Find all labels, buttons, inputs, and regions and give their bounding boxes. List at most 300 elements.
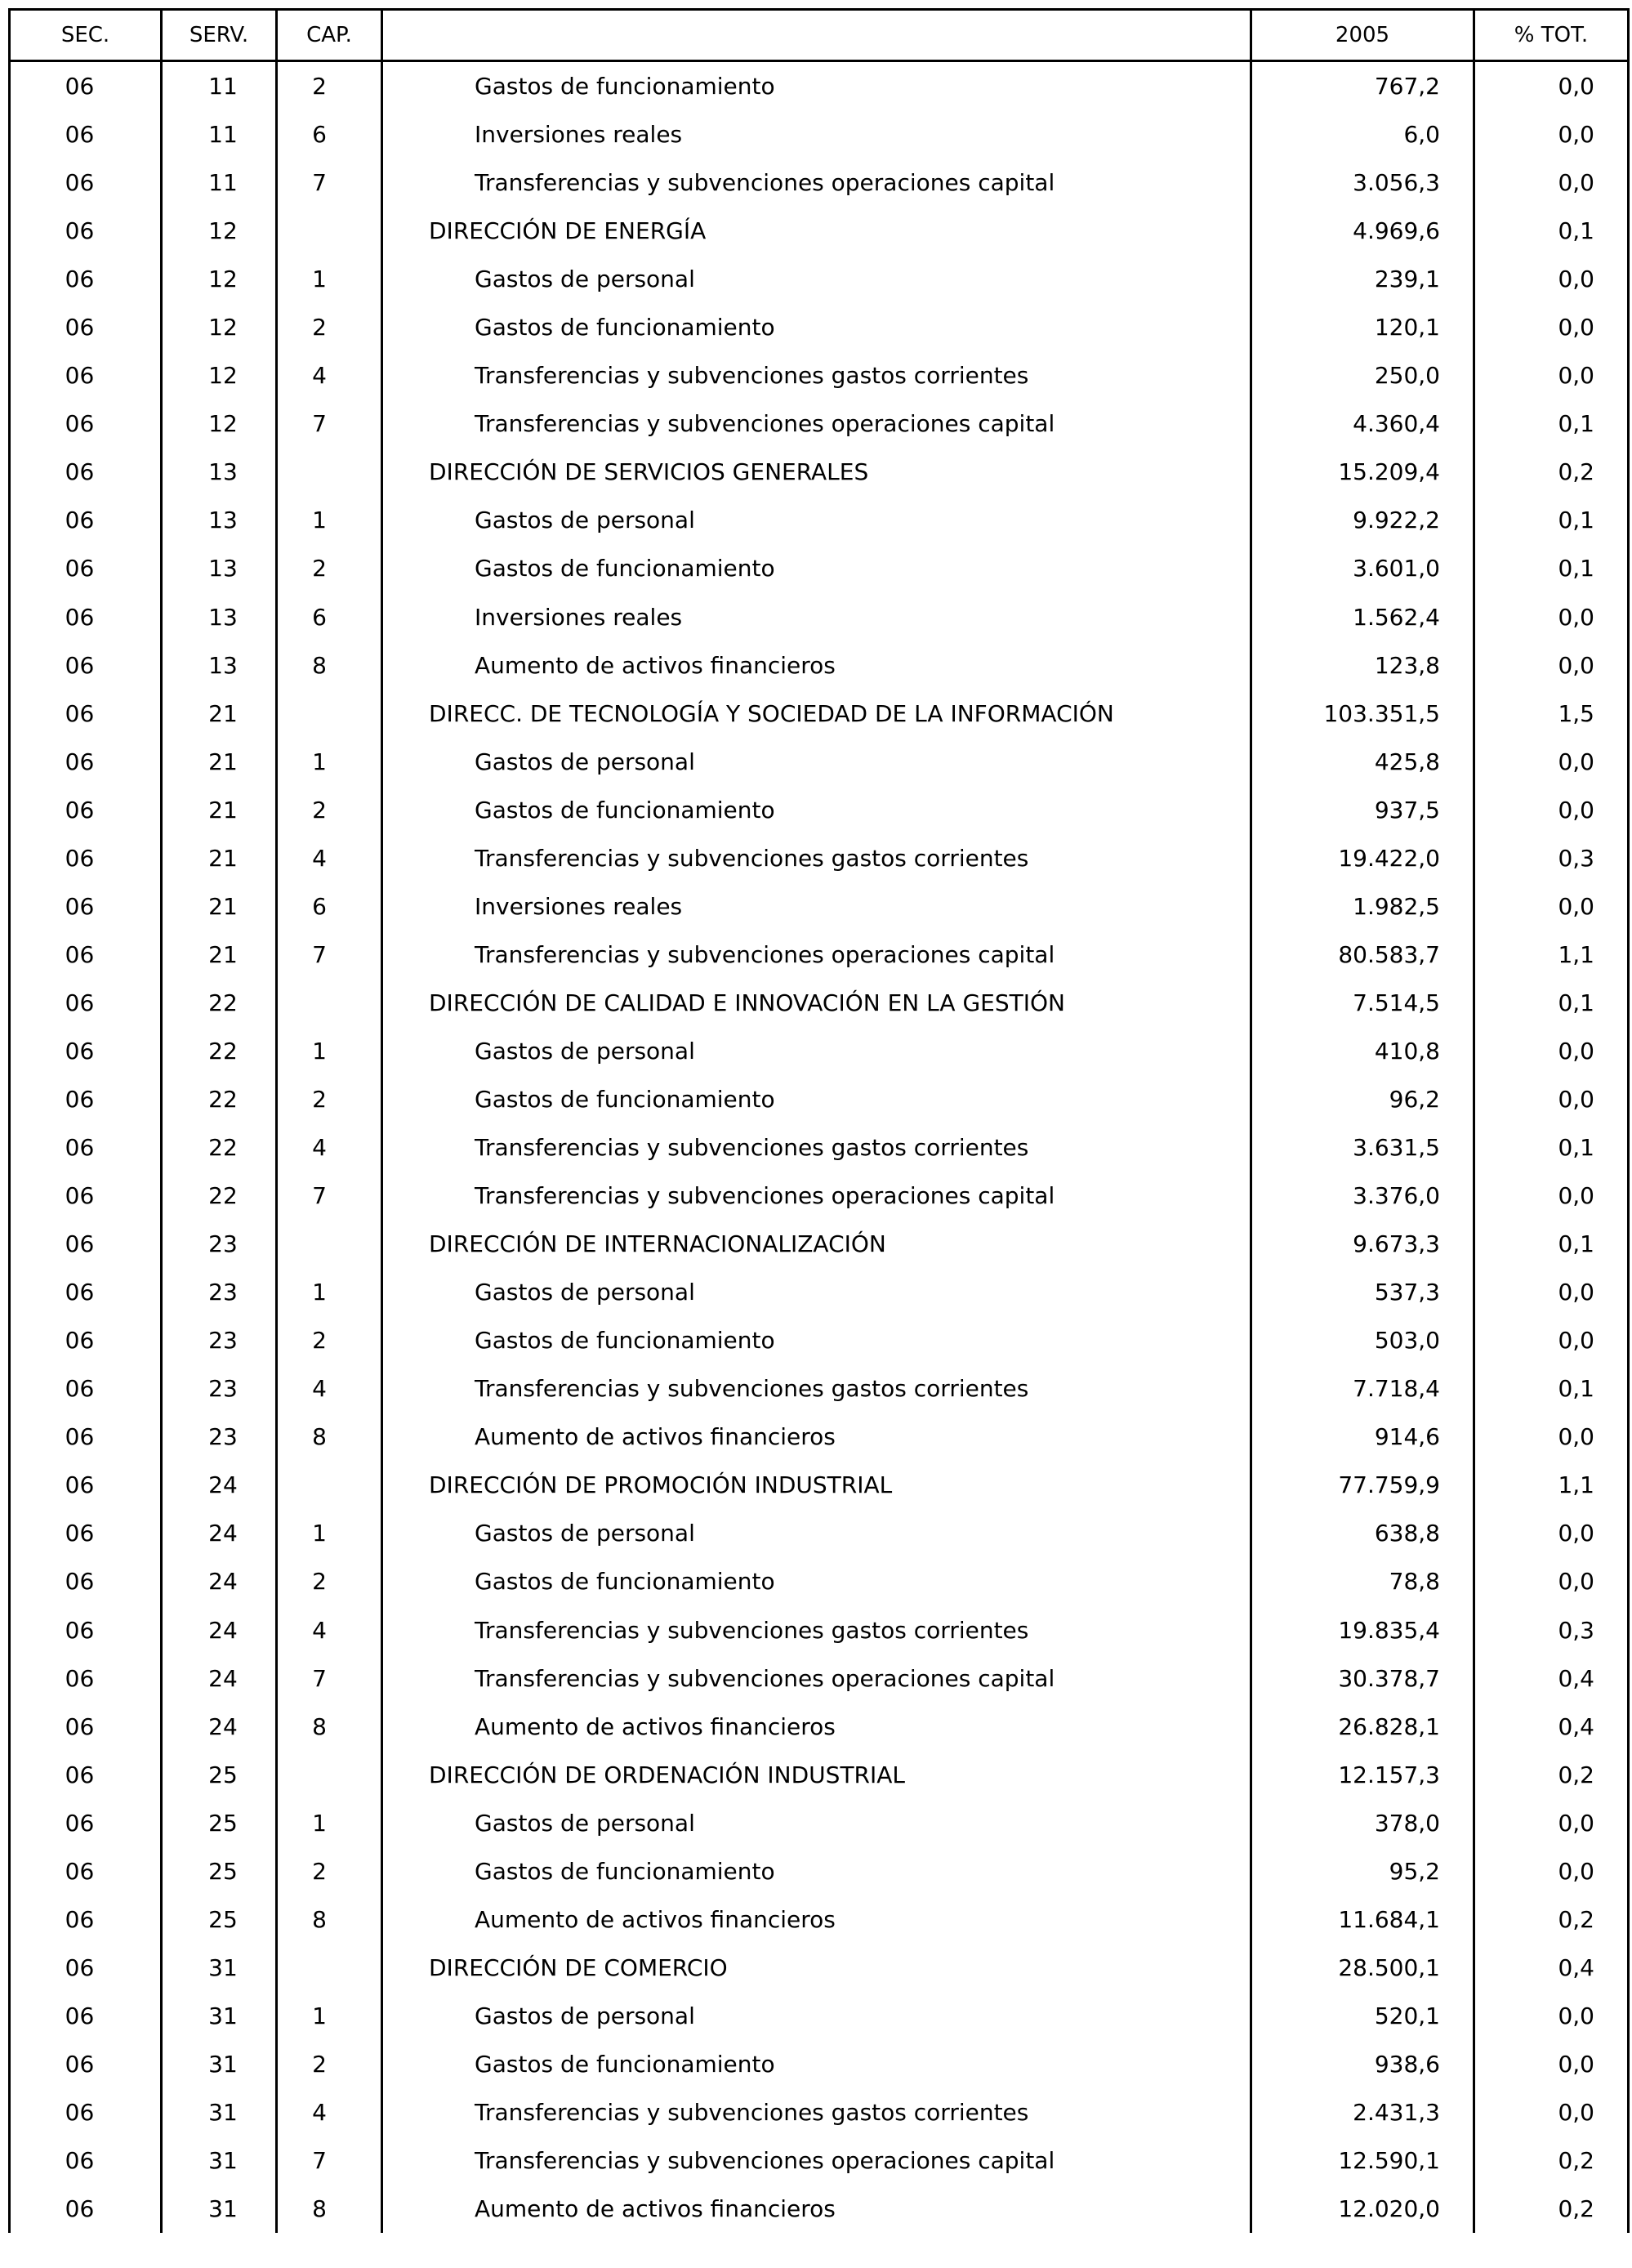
cell-sec: 06 (10, 1847, 162, 1895)
cell-serv: 21 (162, 690, 277, 738)
cell-sec: 06 (10, 351, 162, 400)
cell-serv: 21 (162, 786, 277, 834)
cell-serv: 25 (162, 1895, 277, 1944)
cell-pct-total: 0,0 (1474, 351, 1629, 400)
table-row-group-header (10, 1751, 1629, 1799)
cell-cap (277, 207, 382, 255)
cell-description: Gastos de personal (382, 1992, 1251, 2040)
cell-description: Transferencias y subvenciones gastos corrientes (382, 1123, 1251, 1172)
table-header (10, 10, 1629, 61)
cell-description: Gastos de funcionamiento (382, 303, 1251, 351)
cell-2005: 4.969,6 (1251, 207, 1474, 255)
cell-2005: 30.378,7 (1251, 1654, 1474, 1703)
cell-pct-total: 0,0 (1474, 786, 1629, 834)
cell-2005: 28.500,1 (1251, 1944, 1474, 1992)
table-row-group-header (10, 979, 1629, 1027)
cell-serv: 12 (162, 400, 277, 448)
cell-cap: 1 (277, 1268, 382, 1316)
table-row-group-header (10, 1220, 1629, 1268)
cell-description: DIRECCIÓN DE COMERCIO (382, 1944, 1251, 1992)
cell-cap: 1 (277, 738, 382, 786)
cell-serv: 22 (162, 1027, 277, 1075)
cell-sec: 06 (10, 834, 162, 882)
table-row (10, 303, 1629, 351)
cell-serv: 23 (162, 1220, 277, 1268)
cell-pct-total: 0,0 (1474, 1268, 1629, 1316)
cell-pct-total: 0,2 (1474, 2185, 1629, 2233)
cell-serv: 25 (162, 1847, 277, 1895)
cell-pct-total: 0,1 (1474, 400, 1629, 448)
budget-document-page (8, 8, 1627, 2268)
cell-cap: 4 (277, 1606, 382, 1654)
cell-2005: 7.718,4 (1251, 1364, 1474, 1413)
cell-sec: 06 (10, 882, 162, 931)
cell-serv: 24 (162, 1461, 277, 1509)
cell-description: DIRECCIÓN DE INTERNACIONALIZACIÓN (382, 1220, 1251, 1268)
cell-serv: 31 (162, 2088, 277, 2136)
cell-2005: 9.922,2 (1251, 496, 1474, 544)
table-row (10, 1123, 1629, 1172)
cell-pct-total: 0,0 (1474, 158, 1629, 207)
cell-cap: 4 (277, 1364, 382, 1413)
header-pct-total: % TOT. (1474, 10, 1629, 61)
cell-2005: 239,1 (1251, 255, 1474, 303)
table-row (10, 1606, 1629, 1654)
table-row (10, 1172, 1629, 1220)
cell-pct-total: 0,4 (1474, 1944, 1629, 1992)
cell-pct-total: 1,1 (1474, 931, 1629, 979)
cell-description: DIRECCIÓN DE SERVICIOS GENERALES (382, 448, 1251, 496)
cell-pct-total: 0,4 (1474, 1654, 1629, 1703)
cell-serv: 13 (162, 641, 277, 690)
cell-2005: 410,8 (1251, 1027, 1474, 1075)
cell-serv: 21 (162, 738, 277, 786)
cell-description: Transferencias y subvenciones operaciones capital (382, 158, 1251, 207)
header-sec: SEC. (10, 10, 162, 61)
cell-description: Transferencias y subvenciones operaciones capital (382, 2136, 1251, 2185)
table-row (10, 786, 1629, 834)
cell-sec: 06 (10, 1461, 162, 1509)
cell-2005: 96,2 (1251, 1075, 1474, 1123)
cell-description: Transferencias y subvenciones gastos corrientes (382, 2088, 1251, 2136)
cell-serv: 13 (162, 544, 277, 592)
cell-cap: 1 (277, 1027, 382, 1075)
table-row (10, 110, 1629, 158)
cell-sec: 06 (10, 255, 162, 303)
cell-sec: 06 (10, 1606, 162, 1654)
cell-sec: 06 (10, 738, 162, 786)
cell-cap: 1 (277, 255, 382, 303)
cell-serv: 31 (162, 2040, 277, 2088)
table-row (10, 496, 1629, 544)
cell-description: Transferencias y subvenciones gastos corrientes (382, 1606, 1251, 1654)
cell-pct-total: 0,1 (1474, 1220, 1629, 1268)
cell-description: Aumento de activos financieros (382, 1413, 1251, 1461)
cell-pct-total: 0,2 (1474, 1751, 1629, 1799)
cell-cap: 8 (277, 641, 382, 690)
cell-pct-total: 0,1 (1474, 544, 1629, 592)
cell-cap: 2 (277, 1075, 382, 1123)
cell-pct-total: 0,2 (1474, 448, 1629, 496)
cell-sec: 06 (10, 1220, 162, 1268)
cell-description: DIRECCIÓN DE ENERGÍA (382, 207, 1251, 255)
table-row-group-header (10, 690, 1629, 738)
cell-serv: 21 (162, 882, 277, 931)
cell-2005: 537,3 (1251, 1268, 1474, 1316)
cell-description: Gastos de funcionamiento (382, 1847, 1251, 1895)
cell-2005: 503,0 (1251, 1316, 1474, 1364)
header-serv: SERV. (162, 10, 277, 61)
table-row (10, 255, 1629, 303)
cell-description: Transferencias y subvenciones gastos corrientes (382, 351, 1251, 400)
cell-pct-total: 0,0 (1474, 2040, 1629, 2088)
cell-description: Transferencias y subvenciones operaciones capital (382, 931, 1251, 979)
cell-description: Gastos de funcionamiento (382, 1316, 1251, 1364)
table-row (10, 2136, 1629, 2185)
cell-2005: 2.431,3 (1251, 2088, 1474, 2136)
cell-pct-total: 0,0 (1474, 882, 1629, 931)
cell-pct-total: 0,0 (1474, 1992, 1629, 2040)
cell-2005: 520,1 (1251, 1992, 1474, 2040)
cell-pct-total: 0,0 (1474, 1316, 1629, 1364)
cell-sec: 06 (10, 400, 162, 448)
cell-sec: 06 (10, 593, 162, 641)
cell-2005: 938,6 (1251, 2040, 1474, 2088)
cell-serv: 21 (162, 834, 277, 882)
cell-2005: 914,6 (1251, 1413, 1474, 1461)
table-row (10, 1413, 1629, 1461)
cell-cap: 8 (277, 1413, 382, 1461)
cell-2005: 80.583,7 (1251, 931, 1474, 979)
cell-serv: 11 (162, 61, 277, 111)
cell-cap: 2 (277, 303, 382, 351)
cell-description: DIRECCIÓN DE ORDENACIÓN INDUSTRIAL (382, 1751, 1251, 1799)
cell-cap: 4 (277, 834, 382, 882)
cell-2005: 4.360,4 (1251, 400, 1474, 448)
cell-serv: 23 (162, 1316, 277, 1364)
cell-pct-total: 0,2 (1474, 1895, 1629, 1944)
cell-pct-total: 0,0 (1474, 61, 1629, 111)
cell-pct-total: 0,0 (1474, 2088, 1629, 2136)
cell-description: Aumento de activos financieros (382, 1703, 1251, 1751)
cell-2005: 120,1 (1251, 303, 1474, 351)
cell-serv: 22 (162, 979, 277, 1027)
cell-sec: 06 (10, 1123, 162, 1172)
cell-pct-total: 0,0 (1474, 303, 1629, 351)
cell-description: Gastos de personal (382, 1268, 1251, 1316)
cell-pct-total: 0,0 (1474, 593, 1629, 641)
cell-sec: 06 (10, 786, 162, 834)
cell-2005: 9.673,3 (1251, 1220, 1474, 1268)
table-row (10, 1847, 1629, 1895)
cell-2005: 95,2 (1251, 1847, 1474, 1895)
cell-serv: 23 (162, 1268, 277, 1316)
table-row-group-header (10, 448, 1629, 496)
cell-sec: 06 (10, 2040, 162, 2088)
cell-2005: 7.514,5 (1251, 979, 1474, 1027)
table-row (10, 738, 1629, 786)
cell-description: Transferencias y subvenciones operaciones capital (382, 400, 1251, 448)
cell-pct-total: 0,1 (1474, 1123, 1629, 1172)
table-row (10, 1654, 1629, 1703)
cell-pct-total: 0,1 (1474, 979, 1629, 1027)
cell-cap: 1 (277, 1992, 382, 2040)
table-row (10, 1364, 1629, 1413)
cell-serv: 31 (162, 1992, 277, 2040)
cell-serv: 31 (162, 2136, 277, 2185)
cell-description: Aumento de activos financieros (382, 2185, 1251, 2233)
cell-sec: 06 (10, 2185, 162, 2233)
table-row (10, 882, 1629, 931)
table-row (10, 1509, 1629, 1557)
cell-pct-total: 0,0 (1474, 1413, 1629, 1461)
cell-serv: 31 (162, 1944, 277, 1992)
cell-sec: 06 (10, 1992, 162, 2040)
cell-sec: 06 (10, 1509, 162, 1557)
cell-sec: 06 (10, 690, 162, 738)
cell-2005: 12.157,3 (1251, 1751, 1474, 1799)
cell-serv: 23 (162, 1413, 277, 1461)
cell-serv: 21 (162, 931, 277, 979)
cell-pct-total: 0,0 (1474, 1799, 1629, 1847)
cell-cap (277, 1220, 382, 1268)
cell-cap: 2 (277, 1847, 382, 1895)
cell-sec: 06 (10, 158, 162, 207)
cell-sec: 06 (10, 2088, 162, 2136)
cell-pct-total: 0,0 (1474, 641, 1629, 690)
cell-description: Gastos de funcionamiento (382, 2040, 1251, 2088)
cell-sec: 06 (10, 207, 162, 255)
cell-description: Gastos de funcionamiento (382, 61, 1251, 111)
table-row-group-header (10, 207, 1629, 255)
cell-pct-total: 0,1 (1474, 207, 1629, 255)
cell-serv: 24 (162, 1654, 277, 1703)
cell-description: DIRECCIÓN DE CALIDAD E INNOVACIÓN EN LA GESTIÓN (382, 979, 1251, 1027)
cell-pct-total: 0,0 (1474, 1172, 1629, 1220)
cell-description: Gastos de personal (382, 1799, 1251, 1847)
cell-pct-total: 0,1 (1474, 496, 1629, 544)
cell-pct-total: 1,1 (1474, 1461, 1629, 1509)
cell-cap (277, 1944, 382, 1992)
cell-sec: 06 (10, 496, 162, 544)
cell-sec: 06 (10, 1944, 162, 1992)
cell-pct-total: 0,0 (1474, 1075, 1629, 1123)
cell-description: Inversiones reales (382, 110, 1251, 158)
cell-2005: 12.590,1 (1251, 2136, 1474, 2185)
cell-2005: 26.828,1 (1251, 1703, 1474, 1751)
cell-description: DIRECC. DE TECNOLOGÍA Y SOCIEDAD DE LA INFORMACIÓN (382, 690, 1251, 738)
cell-sec: 06 (10, 544, 162, 592)
table-row (10, 1027, 1629, 1075)
cell-2005: 3.631,5 (1251, 1123, 1474, 1172)
cell-sec: 06 (10, 1172, 162, 1220)
table-row-group-header (10, 1944, 1629, 1992)
table-row (10, 1992, 1629, 2040)
cell-sec: 06 (10, 1413, 162, 1461)
cell-cap (277, 979, 382, 1027)
cell-sec: 06 (10, 1364, 162, 1413)
cell-description: Transferencias y subvenciones operaciones capital (382, 1172, 1251, 1220)
cell-pct-total: 0,0 (1474, 1027, 1629, 1075)
cell-sec: 06 (10, 641, 162, 690)
table-row (10, 2185, 1629, 2233)
cell-sec: 06 (10, 1654, 162, 1703)
cell-2005: 1.562,4 (1251, 593, 1474, 641)
cell-pct-total: 0,1 (1474, 1364, 1629, 1413)
cell-cap: 6 (277, 593, 382, 641)
cell-cap: 4 (277, 351, 382, 400)
cell-cap: 2 (277, 2040, 382, 2088)
cell-sec: 06 (10, 110, 162, 158)
cell-cap: 4 (277, 1123, 382, 1172)
cell-cap: 2 (277, 544, 382, 592)
table-row (10, 400, 1629, 448)
cell-cap (277, 1751, 382, 1799)
cell-2005: 378,0 (1251, 1799, 1474, 1847)
table-row (10, 1895, 1629, 1944)
cell-2005: 638,8 (1251, 1509, 1474, 1557)
cell-description: Gastos de funcionamiento (382, 1557, 1251, 1605)
table-row (10, 61, 1629, 111)
cell-pct-total: 0,0 (1474, 1557, 1629, 1605)
cell-pct-total: 0,0 (1474, 1509, 1629, 1557)
cell-serv: 23 (162, 1364, 277, 1413)
cell-cap: 1 (277, 496, 382, 544)
cell-cap: 8 (277, 2185, 382, 2233)
cell-cap: 8 (277, 1895, 382, 1944)
cell-pct-total: 0,2 (1474, 2136, 1629, 2185)
cell-cap: 2 (277, 61, 382, 111)
table-row (10, 1316, 1629, 1364)
cell-cap: 6 (277, 110, 382, 158)
cell-2005: 1.982,5 (1251, 882, 1474, 931)
cell-serv: 25 (162, 1799, 277, 1847)
cell-serv: 22 (162, 1123, 277, 1172)
header-2005: 2005 (1251, 10, 1474, 61)
cell-pct-total: 0,3 (1474, 1606, 1629, 1654)
table-row (10, 1268, 1629, 1316)
cell-serv: 31 (162, 2185, 277, 2233)
cell-serv: 22 (162, 1172, 277, 1220)
cell-2005: 12.020,0 (1251, 2185, 1474, 2233)
cell-description: Inversiones reales (382, 593, 1251, 641)
cell-pct-total: 0,0 (1474, 1847, 1629, 1895)
cell-sec: 06 (10, 448, 162, 496)
table-row (10, 351, 1629, 400)
cell-description: Gastos de personal (382, 1027, 1251, 1075)
cell-description: Gastos de funcionamiento (382, 786, 1251, 834)
cell-sec: 06 (10, 1027, 162, 1075)
cell-sec: 06 (10, 1557, 162, 1605)
cell-cap: 7 (277, 158, 382, 207)
cell-cap: 7 (277, 400, 382, 448)
cell-serv: 25 (162, 1751, 277, 1799)
cell-description: Transferencias y subvenciones gastos corrientes (382, 1364, 1251, 1413)
cell-cap: 7 (277, 931, 382, 979)
cell-description: Gastos de personal (382, 1509, 1251, 1557)
cell-cap: 6 (277, 882, 382, 931)
cell-cap (277, 690, 382, 738)
cell-pct-total: 0,4 (1474, 1703, 1629, 1751)
cell-cap: 7 (277, 2136, 382, 2185)
cell-cap (277, 1461, 382, 1509)
cell-2005: 19.422,0 (1251, 834, 1474, 882)
table-row (10, 544, 1629, 592)
table-row-group-header (10, 1461, 1629, 1509)
cell-pct-total: 0,0 (1474, 110, 1629, 158)
table-row (10, 834, 1629, 882)
cell-description: Gastos de personal (382, 738, 1251, 786)
cell-cap: 8 (277, 1703, 382, 1751)
cell-serv: 24 (162, 1557, 277, 1605)
header-row (10, 10, 1629, 61)
cell-pct-total: 0,3 (1474, 834, 1629, 882)
cell-serv: 24 (162, 1509, 277, 1557)
cell-sec: 06 (10, 1895, 162, 1944)
cell-2005: 767,2 (1251, 61, 1474, 111)
cell-2005: 19.835,4 (1251, 1606, 1474, 1654)
table-row (10, 1703, 1629, 1751)
cell-cap (277, 448, 382, 496)
cell-cap: 2 (277, 1316, 382, 1364)
cell-cap: 4 (277, 2088, 382, 2136)
cell-2005: 3.376,0 (1251, 1172, 1474, 1220)
cell-sec: 06 (10, 1751, 162, 1799)
cell-serv: 12 (162, 207, 277, 255)
table-row (10, 2040, 1629, 2088)
cell-2005: 3.056,3 (1251, 158, 1474, 207)
cell-sec: 06 (10, 979, 162, 1027)
cell-cap: 1 (277, 1799, 382, 1847)
cell-2005: 250,0 (1251, 351, 1474, 400)
cell-serv: 12 (162, 303, 277, 351)
cell-description: Transferencias y subvenciones operaciones capital (382, 1654, 1251, 1703)
table-row (10, 2088, 1629, 2136)
cell-2005: 15.209,4 (1251, 448, 1474, 496)
cell-cap: 7 (277, 1654, 382, 1703)
budget-table (8, 8, 1630, 2233)
cell-2005: 78,8 (1251, 1557, 1474, 1605)
cell-2005: 77.759,9 (1251, 1461, 1474, 1509)
cell-serv: 12 (162, 351, 277, 400)
cell-serv: 22 (162, 1075, 277, 1123)
table-row (10, 1799, 1629, 1847)
cell-serv: 13 (162, 496, 277, 544)
cell-description: Gastos de funcionamiento (382, 1075, 1251, 1123)
table-row (10, 158, 1629, 207)
table-row (10, 593, 1629, 641)
cell-sec: 06 (10, 1799, 162, 1847)
cell-description: Gastos de funcionamiento (382, 544, 1251, 592)
cell-description: Gastos de personal (382, 496, 1251, 544)
header-cap: CAP. (277, 10, 382, 61)
cell-serv: 13 (162, 593, 277, 641)
cell-2005: 6,0 (1251, 110, 1474, 158)
cell-serv: 11 (162, 158, 277, 207)
cell-description: Aumento de activos financieros (382, 641, 1251, 690)
cell-pct-total: 0,0 (1474, 738, 1629, 786)
table-row (10, 931, 1629, 979)
cell-sec: 06 (10, 2136, 162, 2185)
cell-sec: 06 (10, 1316, 162, 1364)
cell-2005: 123,8 (1251, 641, 1474, 690)
cell-2005: 103.351,5 (1251, 690, 1474, 738)
cell-2005: 425,8 (1251, 738, 1474, 786)
cell-sec: 06 (10, 1703, 162, 1751)
cell-description: Gastos de personal (382, 255, 1251, 303)
cell-2005: 3.601,0 (1251, 544, 1474, 592)
cell-sec: 06 (10, 61, 162, 111)
